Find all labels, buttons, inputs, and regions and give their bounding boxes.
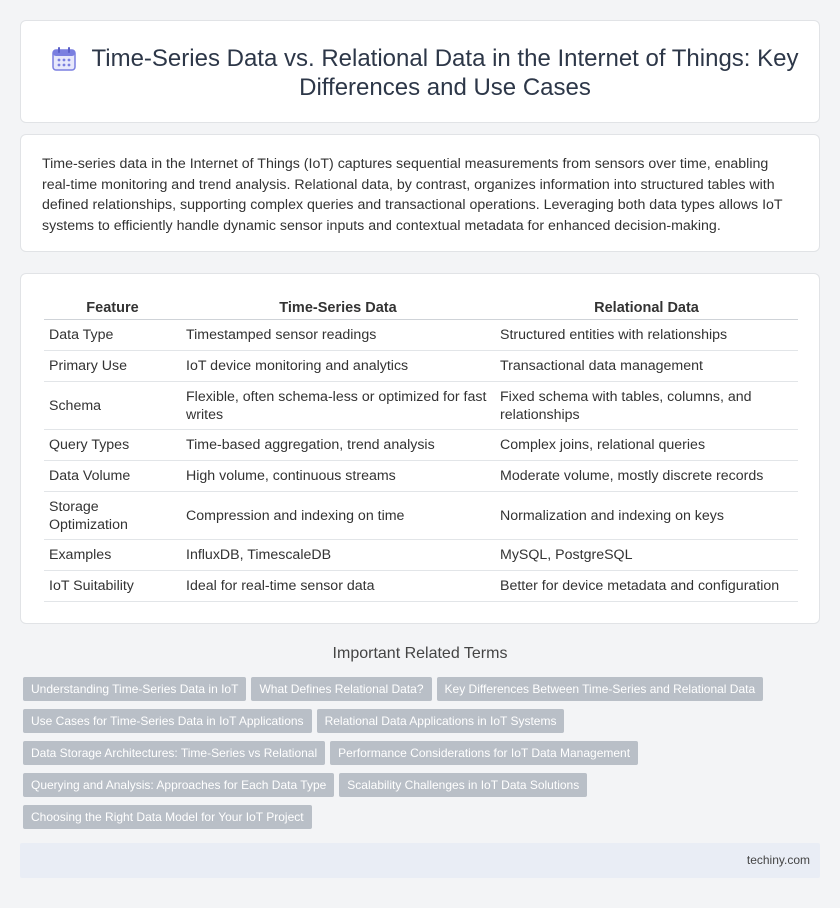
related-term-tag[interactable]: Scalability Challenges in IoT Data Solutions bbox=[339, 773, 587, 797]
footer bbox=[20, 843, 820, 878]
table-cell: Normalization and indexing on keys bbox=[495, 492, 798, 540]
table-row bbox=[44, 382, 798, 430]
table-cell: Data Type bbox=[44, 320, 181, 351]
related-term-tag[interactable]: What Defines Relational Data? bbox=[251, 677, 431, 701]
table-cell: Query Types bbox=[44, 430, 181, 461]
table-cell: Time-based aggregation, trend analysis bbox=[181, 430, 495, 461]
table-cell: Complex joins, relational queries bbox=[495, 430, 798, 461]
table-row bbox=[44, 571, 798, 602]
table-cell: Examples bbox=[44, 540, 181, 571]
table-cell: Better for device metadata and configuration bbox=[495, 571, 798, 602]
related-term-tag[interactable]: Key Differences Between Time-Series and Relational Data bbox=[437, 677, 764, 701]
related-term-tag[interactable]: Querying and Analysis: Approaches for Each Data Type bbox=[23, 773, 334, 797]
table-row bbox=[44, 461, 798, 492]
footer-site-link[interactable]: techiny.com bbox=[746, 853, 810, 867]
table-cell: Fixed schema with tables, columns, and relationships bbox=[495, 382, 798, 430]
table-row bbox=[44, 351, 798, 382]
column-header-feature: Feature bbox=[44, 298, 181, 320]
table-cell: Flexible, often schema-less or optimized for fast writes bbox=[181, 382, 495, 430]
related-term-tag[interactable]: Data Storage Architectures: Time-Series vs Relational bbox=[23, 741, 325, 765]
column-header-relational: Relational Data bbox=[495, 298, 798, 320]
related-term-tag[interactable]: Use Cases for Time-Series Data in IoT Applications bbox=[23, 709, 312, 733]
intro-card bbox=[20, 134, 820, 252]
table-cell: Ideal for real-time sensor data bbox=[181, 571, 495, 602]
table-row bbox=[44, 320, 798, 351]
related-term-tag[interactable]: Choosing the Right Data Model for Your IoT Project bbox=[23, 805, 312, 829]
title-card bbox=[20, 20, 820, 123]
table-cell: IoT device monitoring and analytics bbox=[181, 351, 495, 382]
column-header-time-series: Time-Series Data bbox=[181, 298, 495, 320]
related-term-tag[interactable]: Understanding Time-Series Data in IoT bbox=[23, 677, 246, 701]
table-cell: High volume, continuous streams bbox=[181, 461, 495, 492]
related-terms-tags bbox=[23, 677, 783, 837]
table-cell: Transactional data management bbox=[495, 351, 798, 382]
related-term-tag[interactable]: Performance Considerations for IoT Data Management bbox=[330, 741, 638, 765]
table-cell: Structured entities with relationships bbox=[495, 320, 798, 351]
comparison-table bbox=[44, 298, 798, 602]
table-cell: InfluxDB, TimescaleDB bbox=[181, 540, 495, 571]
table-cell: Compression and indexing on time bbox=[181, 492, 495, 540]
table-cell: MySQL, PostgreSQL bbox=[495, 540, 798, 571]
table-cell: Storage Optimization bbox=[44, 492, 181, 540]
table-row bbox=[44, 540, 798, 571]
table-cell: IoT Suitability bbox=[44, 571, 181, 602]
table-cell: Timestamped sensor readings bbox=[181, 320, 495, 351]
table-cell: Data Volume bbox=[44, 461, 181, 492]
table-row bbox=[44, 492, 798, 540]
table-cell: Primary Use bbox=[44, 351, 181, 382]
table-header-row bbox=[44, 298, 798, 320]
table-row bbox=[44, 430, 798, 461]
page-title: Time-Series Data vs. Relational Data in the Internet of Things: Key Differences and Use Cases bbox=[91, 45, 799, 101]
intro-paragraph: Time-series data in the Internet of Things (IoT) captures sequential measurements from sensors over time, enabling real-time monitoring and trend analysis. Relational data, by contrast, organizes information into structured tables with defined relationships, supporting complex queries and transactional operations. Leveraging both data types allows IoT systems to efficiently handle dynamic sensor inputs and contextual metadata for enhanced decision-making. bbox=[42, 156, 783, 234]
comparison-table-card bbox=[20, 273, 820, 624]
related-term-tag[interactable]: Relational Data Applications in IoT Systems bbox=[317, 709, 565, 733]
table-cell: Schema bbox=[44, 382, 181, 430]
table-cell: Moderate volume, mostly discrete records bbox=[495, 461, 798, 492]
related-terms-heading: Important Related Terms bbox=[332, 645, 508, 662]
